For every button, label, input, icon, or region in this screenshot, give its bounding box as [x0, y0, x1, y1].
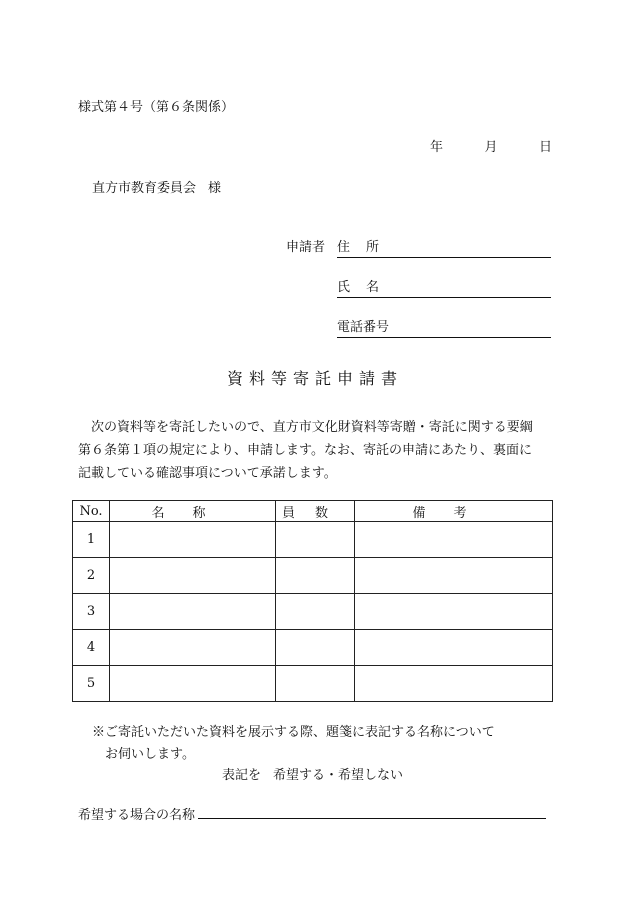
- item-remarks-cell[interactable]: [355, 630, 553, 666]
- table-row: [73, 666, 553, 702]
- address-label: 住所: [337, 240, 396, 255]
- item-remarks-cell[interactable]: [355, 522, 553, 558]
- header-remarks: 備考: [355, 501, 553, 522]
- item-remarks-cell[interactable]: [355, 558, 553, 594]
- display-note: [92, 722, 495, 766]
- address-field[interactable]: [337, 236, 551, 258]
- table-row: [73, 558, 553, 594]
- statement-line-1: 次の資料等を寄託したいので、直方市文化財資料等寄贈・寄託に関する要綱: [91, 420, 533, 435]
- statement-line-2: 第６条第１項の規定により、申請します。なお、寄託の申請にあたり、裏面に: [78, 443, 532, 458]
- row-number: 5: [73, 666, 110, 702]
- table-row: [73, 522, 553, 558]
- wish-name-label: 希望する場合の名称: [78, 808, 196, 823]
- name-field[interactable]: [337, 276, 551, 298]
- date-line: [430, 136, 552, 155]
- note-line-1: ※ご寄託いただいた資料を展示する際、題箋に表記する名称について: [92, 725, 495, 740]
- applicant-label: 申請者: [286, 240, 326, 255]
- row-number: 4: [73, 630, 110, 666]
- item-count-cell[interactable]: [276, 666, 355, 702]
- item-count-cell[interactable]: [276, 522, 355, 558]
- item-count-cell[interactable]: [276, 594, 355, 630]
- statement-line-3: 記載している確認事項について承諾します。: [78, 466, 337, 481]
- display-preference: [222, 764, 403, 783]
- addressee-name: 直方市教育委員会: [92, 181, 197, 196]
- header-no: No.: [73, 501, 110, 522]
- display-label: 表記を: [222, 768, 262, 783]
- date-day-label: 日: [538, 140, 552, 155]
- display-options[interactable]: 希望する・希望しない: [273, 768, 404, 783]
- date-month-label: 月: [484, 140, 498, 155]
- date-year-label: 年: [430, 140, 444, 155]
- row-number: 1: [73, 522, 110, 558]
- item-name-cell[interactable]: [110, 522, 276, 558]
- item-remarks-cell[interactable]: [355, 666, 553, 702]
- row-number: 2: [73, 558, 110, 594]
- wish-name-field[interactable]: [198, 818, 546, 819]
- item-name-cell[interactable]: [110, 594, 276, 630]
- table-row: [73, 630, 553, 666]
- item-count-cell[interactable]: [276, 630, 355, 666]
- header-count: 員数: [276, 501, 355, 522]
- addressee-honorific: 様: [208, 181, 222, 196]
- table-row: [73, 594, 553, 630]
- phone-field[interactable]: [337, 316, 551, 338]
- header-name: 名称: [110, 501, 276, 522]
- table-header-row: [73, 501, 553, 522]
- addressee: [92, 177, 221, 196]
- note-line-2: お伺いします。: [105, 747, 195, 762]
- application-statement: [78, 416, 553, 485]
- item-name-cell[interactable]: [110, 558, 276, 594]
- name-label: 氏名: [337, 280, 396, 295]
- item-count-cell[interactable]: [276, 558, 355, 594]
- document-title: 資料等寄託申請書: [226, 369, 403, 388]
- item-name-cell[interactable]: [110, 666, 276, 702]
- form-number: 様式第４号（第６条関係）: [78, 100, 235, 115]
- phone-label: 電話番号: [337, 320, 390, 335]
- item-remarks-cell[interactable]: [355, 594, 553, 630]
- item-name-cell[interactable]: [110, 630, 276, 666]
- items-table: [72, 500, 553, 702]
- row-number: 3: [73, 594, 110, 630]
